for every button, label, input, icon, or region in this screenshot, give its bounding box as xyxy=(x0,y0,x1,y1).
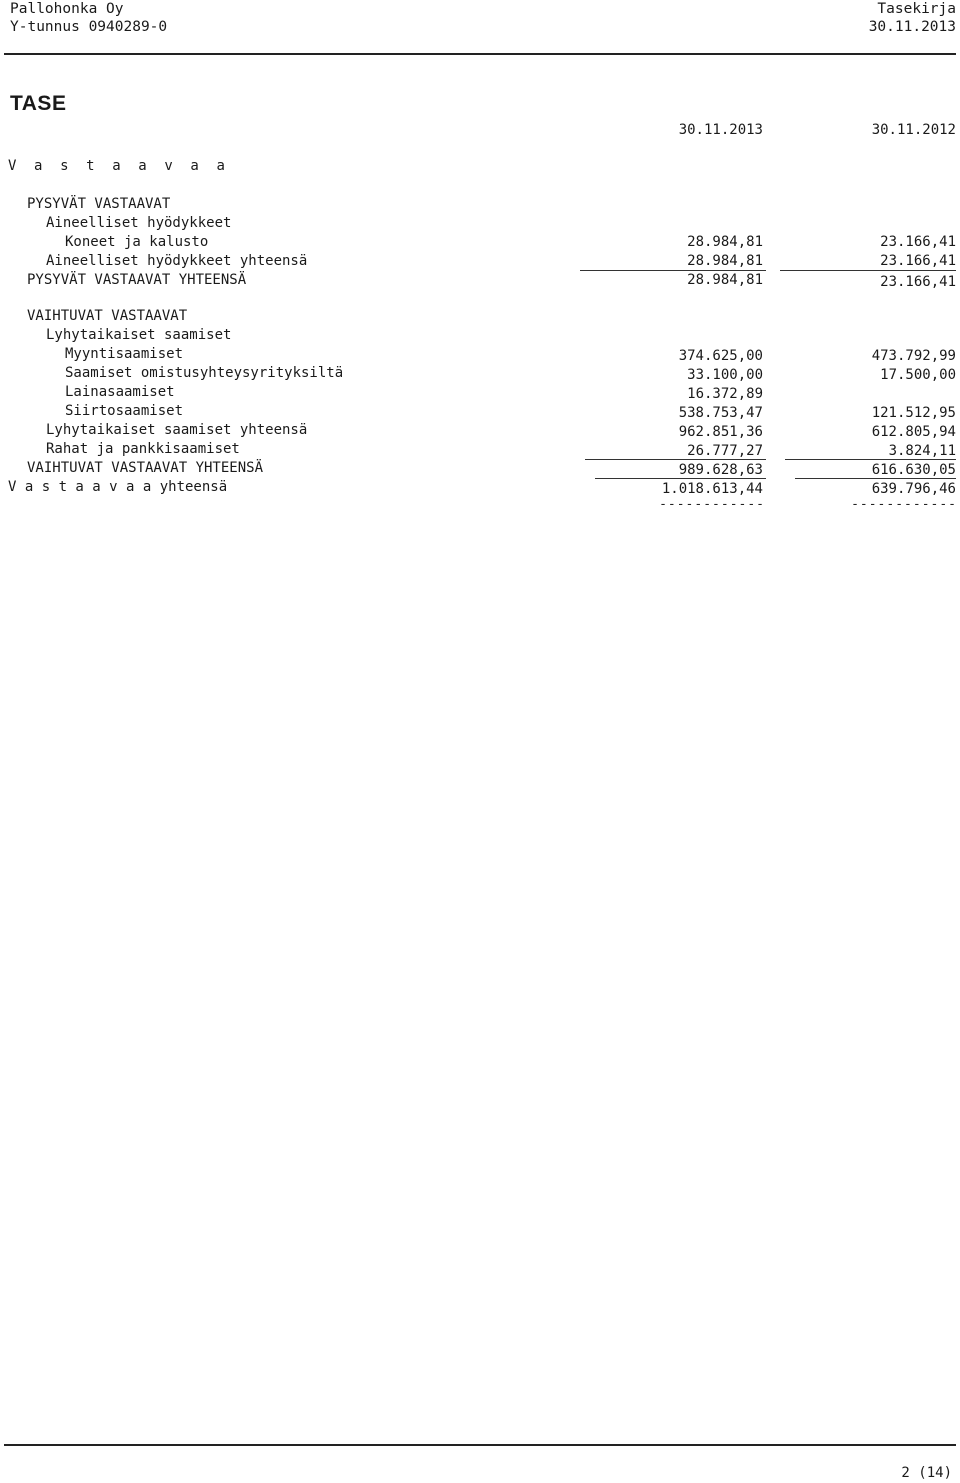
section-heading: V a s t a a v a a xyxy=(8,158,230,174)
row-label: Myyntisaamiset xyxy=(65,346,184,362)
row-label: Lainasaamiset xyxy=(65,384,175,400)
header-rule xyxy=(4,53,956,55)
row-label: Koneet ja kalusto xyxy=(65,234,209,250)
value-previous: 17.500,00 xyxy=(880,367,956,383)
value-current: 538.753,47 xyxy=(678,405,763,421)
value-previous: 23.166,41 xyxy=(880,234,956,250)
value-previous: 616.630,05 xyxy=(871,462,956,478)
value-current: 28.984,81 xyxy=(687,234,763,250)
subtotal-line xyxy=(585,459,766,460)
row-label: VAIHTUVAT VASTAAVAT xyxy=(27,308,188,324)
row-label: Saamiset omistusyhteysyrityksiltä xyxy=(65,365,344,381)
row-label: Siirtosaamiset xyxy=(65,403,184,419)
row-label: Rahat ja pankkisaamiset xyxy=(46,441,240,457)
row-label: Aineelliset hyödykkeet xyxy=(46,215,232,231)
value-current: 26.777,27 xyxy=(687,443,763,459)
subtotal-line xyxy=(785,459,956,460)
company-name: Pallohonka Oy xyxy=(10,1,124,17)
value-previous: 612.805,94 xyxy=(871,424,956,440)
value-current: 28.984,81 xyxy=(687,272,763,288)
subtotal-line xyxy=(595,478,766,479)
value-current: 28.984,81 xyxy=(687,253,763,269)
document-date: 30.11.2013 xyxy=(868,19,956,35)
row-label: Lyhytaikaiset saamiset yhteensä xyxy=(46,422,308,438)
row-label: VAIHTUVAT VASTAAVAT YHTEENSÄ xyxy=(27,460,264,476)
total-label: V a s t a a v a a yhteensä xyxy=(8,479,228,495)
column-header-current: 30.11.2013 xyxy=(678,122,763,138)
value-previous: 3.824,11 xyxy=(888,443,956,459)
value-current: 374.625,00 xyxy=(678,348,763,364)
row-label: Lyhytaikaiset saamiset xyxy=(46,327,232,343)
row-label: PYSYVÄT VASTAAVAT YHTEENSÄ xyxy=(27,272,247,288)
footer-rule xyxy=(4,1444,956,1446)
column-header-previous: 30.11.2012 xyxy=(871,122,956,138)
value-previous: 23.166,41 xyxy=(880,253,956,269)
total-previous: 639.796,46 xyxy=(871,481,956,497)
value-current: 33.100,00 xyxy=(687,367,763,383)
document-type: Tasekirja xyxy=(877,1,956,17)
value-previous: 121.512,95 xyxy=(871,405,956,421)
value-current: 16.372,89 xyxy=(687,386,763,402)
value-current: 962.851,36 xyxy=(678,424,763,440)
subtotal-line xyxy=(795,478,956,479)
page-title: TASE xyxy=(10,92,67,115)
value-previous: 473.792,99 xyxy=(871,348,956,364)
total-current: 1.018.613,44 xyxy=(661,481,763,497)
value-current: 989.628,63 xyxy=(678,462,763,478)
row-label: PYSYVÄT VASTAAVAT xyxy=(27,196,171,212)
value-previous: 23.166,41 xyxy=(880,274,956,290)
business-id: Y-tunnus 0940289-0 xyxy=(10,19,168,35)
subtotal-line xyxy=(780,270,956,271)
total-dashes-previous: ------------ xyxy=(851,497,957,512)
row-label: Aineelliset hyödykkeet yhteensä xyxy=(46,253,308,269)
page-number: 2 (14) xyxy=(901,1465,952,1481)
total-dashes-current: ------------ xyxy=(659,497,765,512)
